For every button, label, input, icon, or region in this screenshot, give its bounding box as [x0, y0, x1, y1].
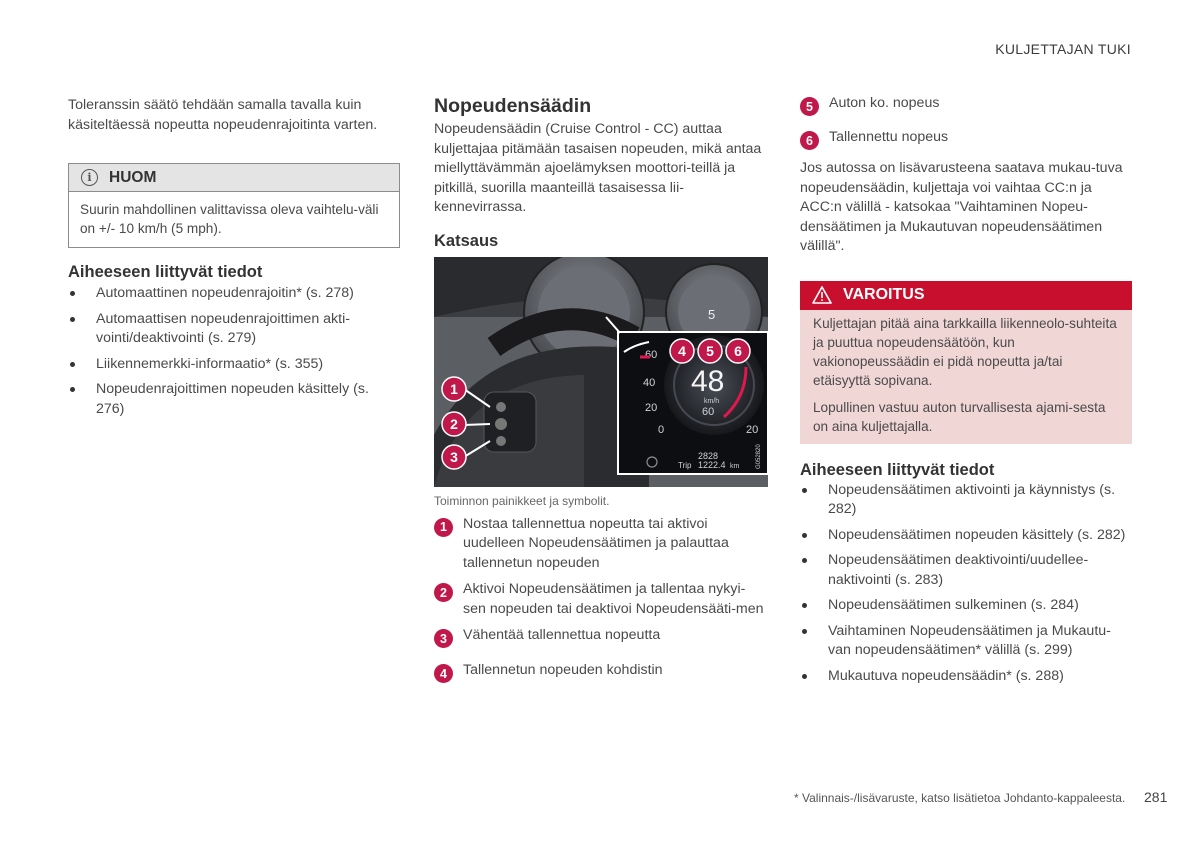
- callout-4: [670, 339, 694, 363]
- numbered-item: [434, 515, 768, 574]
- svg-text:5: 5: [706, 342, 714, 359]
- page-number: 281: [1144, 789, 1168, 805]
- note-box: [68, 163, 400, 248]
- warning-text: Kuljettajan pitää aina tarkkailla liikenneolo-suhteita ja puuttua nopeudensäätöön, kun vakionopeussäädin ei pidä nopeutta ja/tai etäisyyttä sopivana.: [813, 315, 1117, 388]
- list-item: Vaihtaminen Nopeudensäätimen ja Mukautu-van nopeudensäätimen* välillä (s. 299): [800, 622, 1132, 661]
- trip-label: Trip: [678, 460, 692, 470]
- figure-caption: Toiminnon painikkeet ja symbolit.: [434, 493, 610, 508]
- odometer: 2828: [698, 450, 719, 461]
- svg-text:6: 6: [734, 342, 742, 359]
- figure-dashboard: [434, 257, 768, 487]
- overview-heading: Katsaus: [434, 231, 499, 250]
- note-title: HUOM: [109, 168, 157, 186]
- speed-small: 48: [572, 305, 589, 323]
- cc-acc-paragraph: Jos autossa on lisävarusteena saatava mukau-tuva nopeudensäädin, kuljettaja voi vaihtaa CC:n ja ACC:n välillä - katsokaa "Vaihtaminen Nopeu-densäätimen ja Mukautuvan nopeudensäätimen välillä".: [800, 160, 1123, 254]
- warning-body: [800, 310, 1132, 444]
- numbered-item: [800, 128, 1132, 150]
- scale-label: 40: [643, 376, 656, 389]
- image-code: G052820: [756, 443, 762, 469]
- list-item: Nopeudensäätimen sulkeminen (s. 284): [800, 596, 1132, 616]
- svg-text:3: 3: [450, 448, 458, 465]
- scale-label: 20: [746, 423, 759, 436]
- numbered-item: [434, 580, 768, 619]
- column-left: [68, 96, 400, 425]
- scale-label: 60: [645, 348, 658, 361]
- svg-text:2: 2: [450, 415, 458, 432]
- callout-3: [442, 445, 466, 469]
- numbered-item: [434, 661, 768, 683]
- warning-title: VAROITUS: [843, 286, 925, 303]
- note-body: Suurin mahdollinen valittavissa oleva vaihtelu-väli on +/- 10 km/h (5 mph).: [80, 202, 379, 236]
- list-item: Liikennemerkki-informaatio* (s. 355): [68, 355, 400, 375]
- column-middle: [434, 96, 768, 690]
- trip-value: 1222.4: [698, 459, 726, 470]
- intro-paragraph: Toleranssin säätö tehdään samalla tavalla kuin käsiteltäessä nopeutta nopeudenrajoitinta varten.: [68, 97, 378, 133]
- warning-triangle-icon: [812, 286, 832, 304]
- related-list: [800, 481, 1132, 687]
- numbered-text: Vähentää tallennettua nopeutta: [463, 627, 661, 643]
- numbered-text: Nostaa tallennettua nopeutta tai aktivoi uudelleen Nopeudensäätimen ja palauttaa tallennetun nopeuden: [463, 515, 729, 571]
- related-heading: Aiheeseen liittyvät tiedot: [800, 460, 995, 479]
- list-item: Automaattinen nopeudenrajoitin* (s. 278): [68, 284, 400, 304]
- list-item: Nopeudenrajoittimen nopeuden käsittely (s. 276): [68, 380, 400, 419]
- numbered-text: Auton ko. nopeus: [829, 95, 940, 111]
- numbered-text: Tallennettu nopeus: [829, 129, 949, 145]
- list-item: Nopeudensäätimen aktivointi ja käynnistys (s. 282): [800, 481, 1132, 520]
- warning-text: Lopullinen vastuu auton turvallisesta ajami-sesta on aina kuljettajalla.: [813, 399, 1106, 434]
- callout-5: [698, 339, 722, 363]
- list-item: Nopeudensäätimen deaktivointi/uudellee-naktivointi (s. 283): [800, 551, 1132, 590]
- number-badge: 3: [434, 629, 453, 648]
- number-badge: 5: [800, 97, 819, 116]
- related-list: [68, 284, 400, 419]
- dashboard-illustration: [434, 257, 768, 487]
- related-heading: Aiheeseen liittyvät tiedot: [68, 263, 263, 281]
- running-header: KULJETTAJAN TUKI: [995, 41, 1131, 57]
- list-item: Mukautuva nopeudensäädin* (s. 288): [800, 667, 1132, 687]
- svg-text:4: 4: [678, 342, 686, 359]
- list-item: Automaattisen nopeudenrajoittimen akti-vointi/deaktivointi (s. 279): [68, 310, 400, 349]
- numbered-item: [800, 94, 1132, 116]
- svg-text:1: 1: [450, 380, 458, 397]
- number-badge: 1: [434, 518, 453, 537]
- intro-paragraph: Nopeudensäädin (Cruise Control - CC) auttaa kuljettajaa pitämään tasaisen nopeuden, mikä antaa miellyttävämmän ajoelämyksen moottori-teillä ja pitkillä, suorilla maanteillä tasaisessa lii-kennevirrassa.: [434, 121, 762, 215]
- callout-1: [442, 377, 466, 401]
- callout-2: [442, 412, 466, 436]
- info-icon: i: [81, 169, 98, 186]
- section-title: Nopeudensäädin: [434, 95, 592, 117]
- scale-label: 0: [658, 423, 665, 436]
- note-header: [69, 164, 399, 192]
- warning-header: [800, 281, 1132, 310]
- gear-indicator: 5: [708, 306, 716, 322]
- speed-unit: km/h: [704, 397, 720, 405]
- numbered-list: [434, 515, 768, 684]
- footnote: * Valinnais-/lisävaruste, katso lisätietoa Johdanto-kappaleesta.: [794, 791, 1126, 805]
- speed-large: 48: [691, 364, 725, 398]
- trip-unit: km: [730, 462, 740, 470]
- warning-box: [800, 281, 1132, 444]
- list-item: Nopeudensäätimen nopeuden käsittely (s. 282): [800, 526, 1132, 546]
- number-badge: 6: [800, 131, 819, 150]
- numbered-text: Tallennetun nopeuden kohdistin: [463, 662, 663, 678]
- scale-label: 20: [645, 401, 658, 414]
- numbered-item: [434, 626, 768, 648]
- number-badge: 4: [434, 664, 453, 683]
- column-right: [800, 94, 1132, 692]
- number-badge: 2: [434, 583, 453, 602]
- callout-6: [726, 339, 750, 363]
- numbered-text: Aktivoi Nopeudensäätimen ja tallentaa nykyi-sen nopeuden tai deaktivoi Nopeudensääti-men: [463, 581, 764, 617]
- set-speed: 60: [702, 405, 715, 418]
